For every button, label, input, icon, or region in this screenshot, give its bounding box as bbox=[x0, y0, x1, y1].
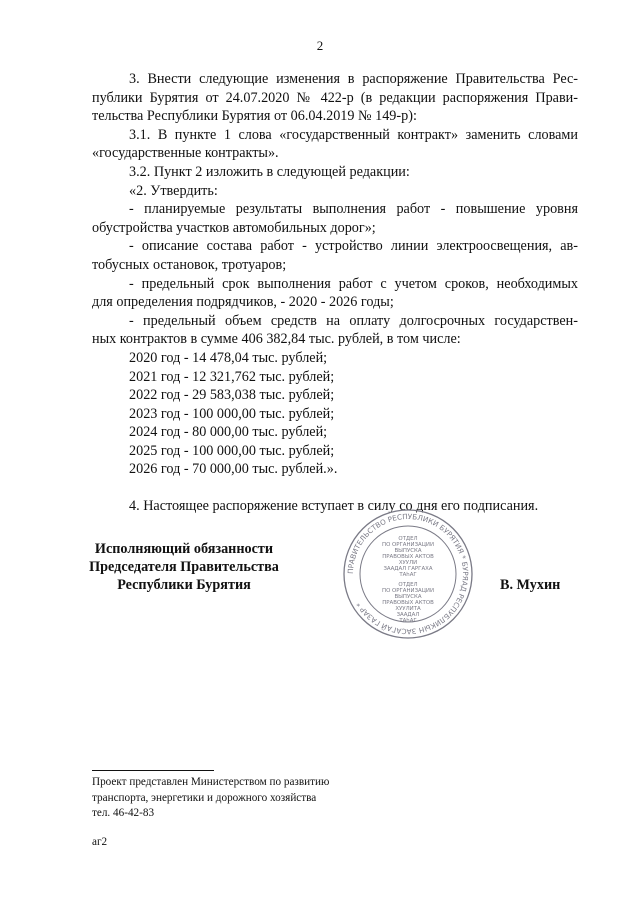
year-funding-item: 2025 год - 100 000,00 тыс. рублей; bbox=[129, 442, 335, 459]
body-line: 3. Внести следующие изменения в распоряжение Правительства Рес- bbox=[129, 71, 578, 87]
body-line: 3.2. Пункт 2 изложить в следующей редакции: bbox=[129, 163, 410, 180]
closing-paragraph: 4. Настоящее распоряжение вступает в силу со дня его подписания. bbox=[129, 498, 539, 515]
stamp-line: ТАһАГ bbox=[399, 572, 417, 578]
stamp-center-text bbox=[382, 536, 434, 624]
year-funding-item: 2026 год - 70 000,00 тыс. рублей.». bbox=[129, 461, 338, 478]
body-line: - предельный объем средств на оплату долгосрочных государствен- bbox=[129, 312, 578, 329]
document-code: аг2 bbox=[92, 836, 108, 848]
stamp-line: ХУУЛИТА bbox=[395, 606, 421, 612]
footnote-line: транспорта, энергетики и дорожного хозяйства bbox=[92, 791, 317, 804]
body-line: ных контрактов в сумме 406 382,84 тыс. рублей, в том числе: bbox=[92, 331, 461, 348]
year-funding-item: 2023 год - 100 000,00 тыс. рублей; bbox=[129, 405, 335, 422]
stamp-line: ЗААДАЛ bbox=[396, 612, 420, 618]
page-number: 2 bbox=[316, 38, 324, 53]
amendment-paragraphs bbox=[92, 70, 578, 349]
footnote-line: Проект представлен Министерством по развитию bbox=[92, 776, 330, 788]
official-stamp bbox=[340, 506, 476, 642]
document-body bbox=[92, 70, 578, 516]
stamp-ring-textpath: ПРАВИТЕЛЬСТВО РЕСПУБЛИКИ БУРЯТИЯ * БУРЯАД РЕСПУБЛИКЫН ЗАСАГАЙ ГАЗАР * bbox=[345, 511, 471, 637]
body-line: тельства Республики Бурятия от 06.04.2019 № 149-р): bbox=[92, 108, 417, 125]
stamp-line: ЗААДАЛ ГАРГАХА bbox=[383, 566, 433, 572]
body-line: публики Бурятия от 24.07.2020 № 422-р (в редакции распоряжения Прави- bbox=[92, 89, 578, 106]
signatory-title bbox=[84, 540, 284, 594]
signatory-title-line: Республики Бурятия bbox=[117, 577, 251, 593]
body-line: - описание состава работ - устройство линии электроосвещения, ав- bbox=[129, 238, 578, 255]
stamp-line: ПО ОРГАНИЗАЦИИ bbox=[382, 588, 434, 594]
stamp-line: ХУУЛИ bbox=[398, 560, 418, 566]
yearly-funding-list bbox=[92, 349, 578, 479]
stamp-line: ПРАВОВЫХ АКТОВ bbox=[382, 600, 434, 606]
body-line: - предельный срок выполнения работ с учетом сроков, необходимых bbox=[129, 275, 578, 292]
year-funding-item: 2021 год - 12 321,762 тыс. рублей; bbox=[129, 368, 335, 385]
signatory-title-line: Исполняющий обязанности bbox=[94, 541, 274, 557]
footnote-line: тел. 46-42-83 bbox=[92, 807, 155, 820]
footnote bbox=[92, 775, 329, 822]
stamp-line: ОТДЕЛ bbox=[398, 582, 418, 588]
year-funding-item: 2024 год - 80 000,00 тыс. рублей; bbox=[129, 424, 328, 441]
stamp-line: ТАһАГ bbox=[399, 618, 417, 624]
stamp-line: ВЫПУСКА bbox=[394, 548, 422, 554]
footnote-divider bbox=[92, 770, 214, 771]
body-line: - планируемые результаты выполнения работ - повышение уровня bbox=[129, 201, 578, 218]
body-line: тобусных остановок, тротуаров; bbox=[92, 256, 287, 273]
year-funding-item: 2020 год - 14 478,04 тыс. рублей; bbox=[129, 349, 328, 366]
body-line: обустройства участков автомобильных дорог»; bbox=[92, 219, 376, 236]
body-line: «государственные контракты». bbox=[92, 145, 279, 162]
body-line: «2. Утвердить: bbox=[129, 182, 218, 199]
signatory-title-line: Председателя Правительства bbox=[89, 559, 279, 575]
stamp-line: ОТДЕЛ bbox=[398, 536, 418, 542]
year-funding-item: 2022 год - 29 583,038 тыс. рублей; bbox=[129, 387, 335, 404]
body-line: для определения подрядчиков, - 2020 - 2026 годы; bbox=[92, 294, 394, 311]
body-line: 3.1. В пункте 1 слова «государственный контракт» заменить словами bbox=[129, 126, 578, 143]
signatory-name: В. Мухин bbox=[500, 577, 561, 593]
stamp-line: ВЫПУСКА bbox=[394, 594, 422, 600]
stamp-line: ПРАВОВЫХ АКТОВ bbox=[382, 554, 434, 560]
stamp-line: ПО ОРГАНИЗАЦИИ bbox=[382, 542, 434, 548]
